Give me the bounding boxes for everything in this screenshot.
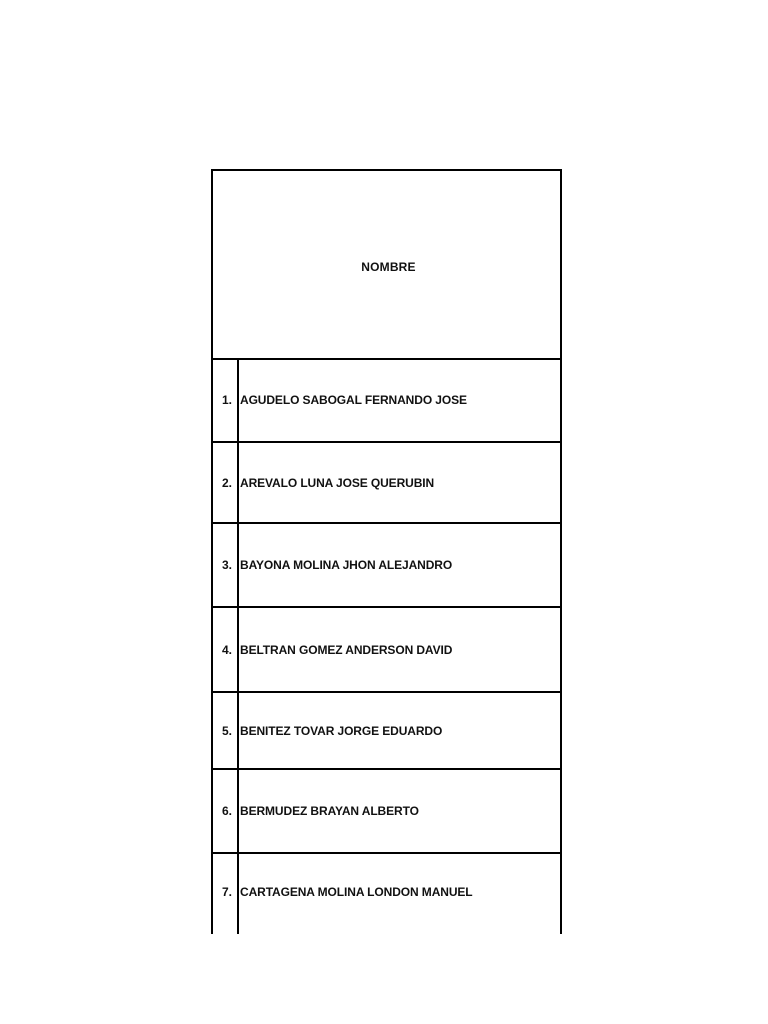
row-number: 1. xyxy=(213,358,239,441)
row-name: BERMUDEZ BRAYAN ALBERTO xyxy=(240,804,419,818)
row-number: 6. xyxy=(213,770,239,852)
table-row xyxy=(211,524,562,608)
row-number: 3. xyxy=(213,524,239,606)
row-number: 5. xyxy=(213,693,239,768)
row-name: BELTRAN GOMEZ ANDERSON DAVID xyxy=(240,642,453,657)
row-name: BAYONA MOLINA JHON ALEJANDRO xyxy=(240,558,453,572)
row-name: AREVALO LUNA JOSE QUERUBIN xyxy=(240,475,435,490)
table-row xyxy=(211,854,562,934)
table-row xyxy=(211,608,562,693)
row-number: 4. xyxy=(213,608,239,691)
table-row xyxy=(211,443,562,524)
row-number: 7. xyxy=(213,854,239,934)
row-number: 2. xyxy=(213,443,239,522)
row-name: CARTAGENA MOLINA LONDON MANUEL xyxy=(240,885,473,899)
table-row xyxy=(211,693,562,770)
row-name: BENITEZ TOVAR JORGE EDUARDO xyxy=(240,723,443,738)
table-row xyxy=(211,770,562,854)
names-table xyxy=(211,169,562,934)
table-row xyxy=(211,358,562,443)
column-header-nombre: NOMBRE xyxy=(361,259,416,274)
table-header-cell xyxy=(211,169,562,360)
row-name: AGUDELO SABOGAL FERNANDO JOSE xyxy=(240,392,467,407)
